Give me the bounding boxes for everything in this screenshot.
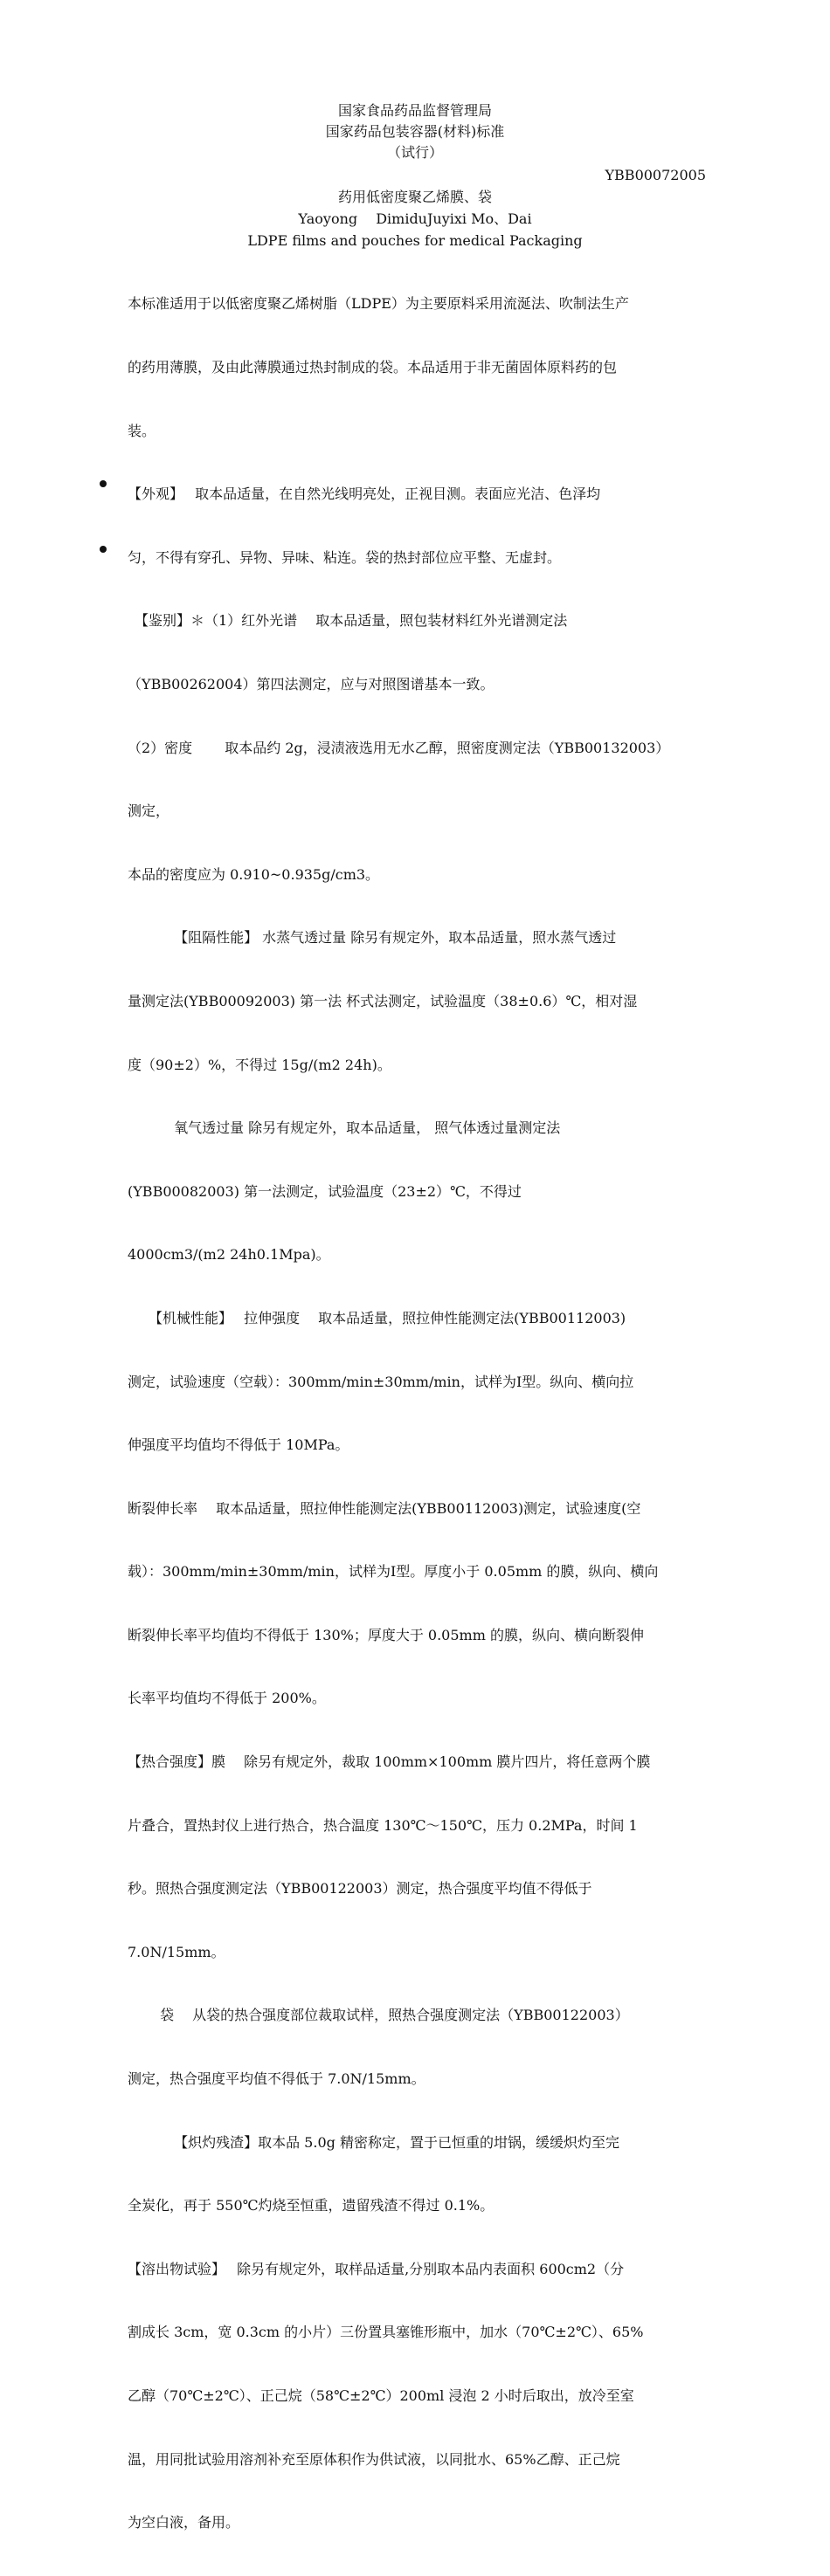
list-bullet: [100, 546, 107, 553]
body-line: 氧气透过量 除另有规定外，取本品适量， 照气体透过量测定法: [128, 1119, 561, 1137]
body-line: 伸强度平均值均不得低于 10MPa。: [128, 1436, 349, 1454]
body-line: 【溶出物试验】 除另有规定外，取样品适量,分别取本品内表面积 600cm2（分: [128, 2260, 625, 2277]
body-line: 秒。照热合强度测定法（YBB00122003）测定，热合强度平均值不得低于: [128, 1880, 592, 1898]
body-line: 匀，不得有穿孔、异物、异味、粘连。袋的热封部位应平整、无虚封。: [128, 548, 562, 566]
body-line: 本标准适用于以低密度聚乙烯树脂（LDPE）为主要原料采用流涎法、吹制法生产: [128, 295, 629, 313]
body-line: 测定，热合强度平均值不得低于 7.0N/15mm。: [128, 2070, 425, 2088]
list-bullet: [100, 480, 107, 487]
body-line: 为空白液，备用。: [128, 2514, 240, 2531]
body-line: 【鉴别】＊（1）红外光谱 取本品适量，照包装材料红外光谱测定法: [128, 612, 568, 630]
body-line: 断裂伸长率平均值均不得低于 130%；厚度大于 0.05mm 的膜，纵向、横向断裂伸: [128, 1626, 644, 1643]
body-line: 4000cm3/(m2 24h0.1Mpa)。: [128, 1246, 330, 1264]
body-line: 全炭化，再于 550℃灼烧至恒重，遗留残渣不得过 0.1%。: [128, 2197, 495, 2214]
body-line: 【机械性能】 拉伸强度 取本品适量，照拉伸性能测定法(YBB00112003): [128, 1309, 626, 1326]
body-line: 测定，试验速度（空载）：300mm/min±30mm/min，试样为Ⅰ型。纵向、横向拉: [128, 1373, 634, 1390]
trial-note: （试行）: [386, 144, 443, 161]
body-line: 度（90±2）%，不得过 15g/(m2 24h)。: [128, 1056, 391, 1073]
title-chinese: 药用低密度聚乙烯膜、袋: [337, 189, 492, 205]
body-line: 装。: [128, 422, 156, 439]
body-line: 乙醇（70℃±2℃）、正己烷（58℃±2℃）200ml 浸泡 2 小时后取出，放冷至室: [128, 2387, 634, 2404]
body-line: 【阻隔性能】 水蒸气透过量 除另有规定外，取本品适量，照水蒸气透过: [128, 929, 617, 947]
body-line: 片叠合，置热封仪上进行热合，热合温度 130℃～150℃，压力 0.2MPa，时间 1: [128, 1816, 638, 1834]
standard-body-text: [128, 251, 708, 2576]
body-line: 【热合强度】膜 除另有规定外，裁取 100mm×100mm 膜片四片，将任意两个膜: [128, 1753, 651, 1771]
agency-heading: 国家食品药品监督管理局: [337, 102, 492, 119]
body-line: 的药用薄膜，及由此薄膜通过热封制成的袋。本品适用于非无菌固体原料药的包: [128, 359, 618, 375]
body-line: 断裂伸长率 取本品适量，照拉伸性能测定法(YBB00112003)测定，试验速度(空: [128, 1499, 641, 1517]
body-line: 长率平均值均不得低于 200%。: [128, 1690, 326, 1707]
body-line: （2）密度 取本品约 2g，浸渍液选用无水乙醇，照密度测定法（YBB00132003）: [128, 739, 670, 756]
body-line: 测定，: [128, 802, 170, 820]
body-line: 温，用同批试验用溶剂补充至原体积作为供试液，以同批水、65%乙醇、正己烷: [128, 2450, 620, 2468]
body-line: 割成长 3cm，宽 0.3cm 的小片）三份置具塞锥形瓶中，加水（70℃±2℃）、65%: [128, 2324, 644, 2341]
body-line: 袋 从袋的热合强度部位裁取试样，照热合强度测定法（YBB00122003）: [128, 2007, 629, 2024]
title-pinyin: Yaoyong DimiduJuyixi Mo、Dai: [298, 210, 532, 227]
body-line: （YBB00262004）第四法测定，应与对照图谱基本一致。: [128, 675, 495, 692]
standard-code: YBB00072005: [605, 167, 706, 183]
body-line: 7.0N/15mm。: [128, 1943, 225, 1960]
body-line: 【外观】 取本品适量，在自然光线明亮处，正视目测。表面应光洁、色泽均: [128, 486, 601, 503]
body-line: 载）：300mm/min±30mm/min，试样为Ⅰ型。厚度小于 0.05mm 的膜，纵向、横向: [128, 1563, 659, 1581]
body-line: 【炽灼残渣】取本品 5.0g 精密称定，置于已恒重的坩锅，缓缓炽灼至完: [128, 2133, 619, 2151]
title-english: LDPE films and pouches for medical Packaging: [247, 232, 583, 249]
body-line: 量测定法(YBB00092003) 第一法 杯式法测定，试验温度（38±0.6）℃，相对湿: [128, 992, 638, 1009]
body-line: (YBB00082003) 第一法测定，试验温度（23±2）℃，不得过: [128, 1182, 522, 1200]
body-line: 本品的密度应为 0.910~0.935g/cm3。: [128, 865, 380, 883]
standard-type-heading: 国家药品包装容器(材料)标准: [325, 123, 505, 140]
